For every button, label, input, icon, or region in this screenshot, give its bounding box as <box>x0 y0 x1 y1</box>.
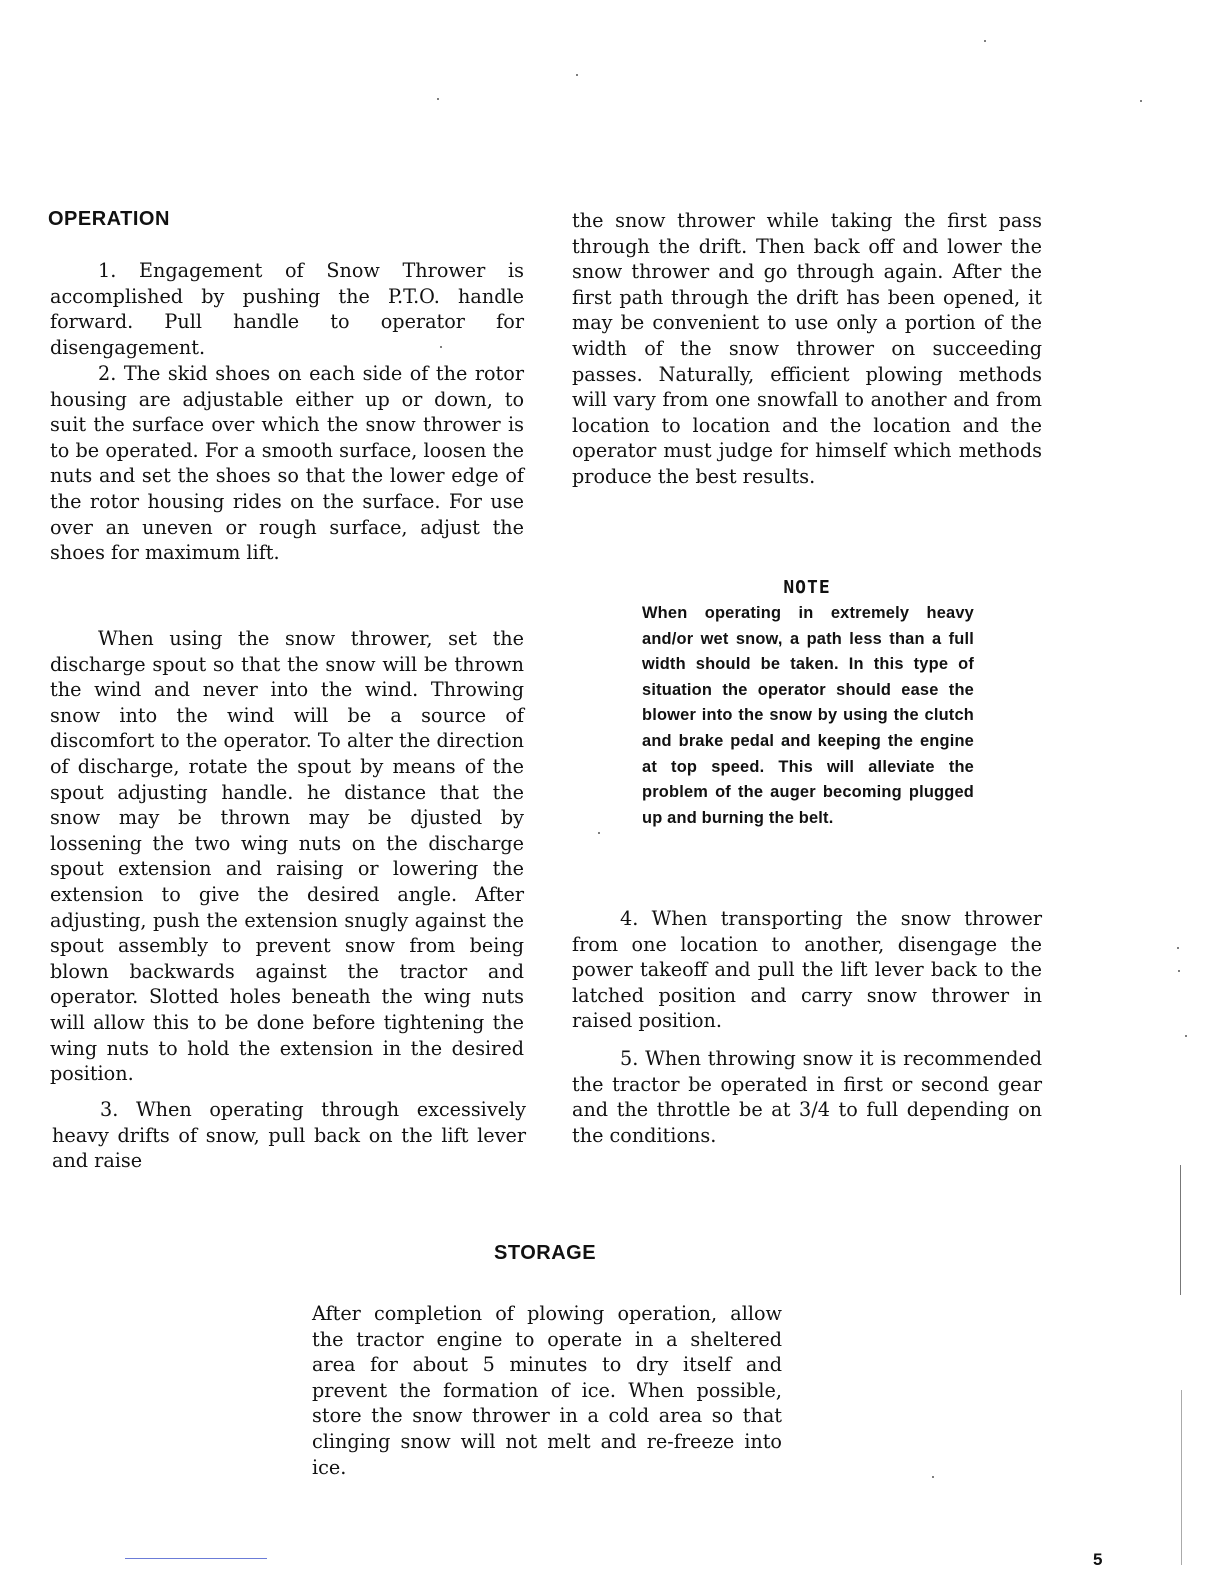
paragraph-2-skid-shoes: 2. The skid shoes on each side of the rotor housing are adjustable either up or down, to suit the surface over which the snow thrower is to be operated. For a smooth surface, loosen the nuts and set the shoes so that the lower edge of the rotor housing rides on the surface. For use over an uneven or rough surface, adjust the shoes for maximum lift. <box>50 362 524 565</box>
note-title: NOTE <box>783 577 831 598</box>
scan-speck <box>984 40 986 42</box>
paragraph-discharge-spout: When using the snow thrower, set the discharge spout so that the snow will be thrown the wind and never into the wind. Throwing snow into the wind will be a source of discomfort to the operator. To alter the direction of discharge, rotate the spout by means of the spout adjusting handle. he distance that the snow may be thrown may be djusted by lossening the two wing nuts on the discharge spout extension and raising or lowering the extension to give the desired angle. After adjusting, push the extension snugly against the spout assembly to prevent snow from being blown backwards against the tractor and operator. Slotted holes beneath the wing nuts will allow this to be done before tightening the wing nuts to hold the extension in the desired position. <box>50 627 524 1086</box>
paragraph-5-throwing-snow: 5. When throwing snow it is recommended the tractor be operated in first or second gear and the throttle be at 3/4 to full depending on the conditions. <box>572 1047 1042 1147</box>
scan-speck <box>1140 100 1142 102</box>
scan-speck <box>440 346 442 348</box>
storage-heading: STORAGE <box>494 1242 597 1264</box>
paragraph-3-heavy-drifts-start: 3. When operating through excessively heavy drifts of snow, pull back on the lift lever and raise <box>52 1098 526 1173</box>
paragraph-4-transporting: 4. When transporting the snow thrower from one location to another, disengage the power takeoff and pull the lift lever back to the latched position and carry snow thrower in raised position. <box>572 907 1042 1033</box>
page-number: 5 <box>1093 1550 1103 1569</box>
storage-body: After completion of plowing operation, allow the tractor engine to operate in a sheltered area for about 5 minutes to dry itself and prevent the formation of ice. When possible, store the snow thrower in a cold area so that clinging snow will not melt and re-freeze into ice. <box>312 1302 782 1479</box>
scan-speck <box>598 832 600 834</box>
scan-speck <box>576 74 578 76</box>
scan-speck <box>437 98 439 100</box>
footer-rule <box>125 1558 267 1559</box>
paragraph-1-engagement: 1. Engagement of Snow Thrower is accomplished by pushing the P.T.O. handle forward. Pull handle to operator for disengagement. <box>50 259 524 359</box>
scan-speck <box>932 1476 934 1478</box>
scan-speck <box>1185 1035 1187 1037</box>
scan-speck <box>1178 970 1180 972</box>
scan-edge-line-lower <box>1181 1390 1182 1565</box>
note-body: When operating in extremely heavy and/or wet snow, a path less than a full width should be taken. In this type of situation the operator should ease the blower into the snow by using the clutch and brake pedal and keeping the engine at top speed. This will alleviate the problem of the auger becoming plugged up and burning the belt. <box>642 604 974 827</box>
paragraph-3-heavy-drifts-continued: the snow thrower while taking the first pass through the drift. Then back off and lower the snow thrower and go through again. After the first path through the drift has been opened, it may be convenient to use only a portion of the width of the snow thrower on succeeding passes. Naturally, efficient plowing methods will vary from one snowfall to another and from location to location and the location and the operator must judge for himself which methods produce the best results. <box>572 209 1042 488</box>
operation-heading: OPERATION <box>48 208 170 230</box>
scan-edge-line <box>1180 1165 1181 1295</box>
scan-speck <box>1177 947 1179 949</box>
